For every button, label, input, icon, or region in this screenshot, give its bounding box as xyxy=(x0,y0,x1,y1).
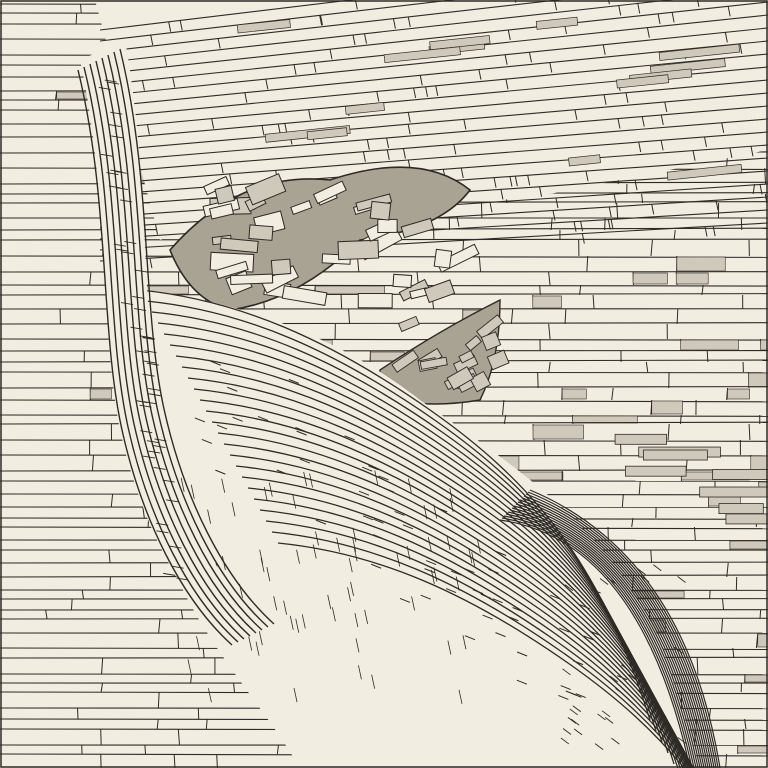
right-shaded-block xyxy=(643,450,707,460)
shaded-block xyxy=(728,389,750,399)
shaded-block xyxy=(633,273,667,284)
rubble-block xyxy=(370,201,391,220)
shaded-block xyxy=(681,340,739,350)
strata-joint xyxy=(697,658,698,674)
shaded-block xyxy=(749,373,768,387)
shaded-block xyxy=(573,416,638,423)
shaded-block xyxy=(90,389,111,399)
strata-joint xyxy=(178,633,179,648)
shaded-block xyxy=(562,389,586,399)
strata-joint xyxy=(58,100,59,110)
shaded-block xyxy=(533,425,584,439)
shaded-block xyxy=(730,541,768,549)
shaded-block xyxy=(652,401,683,414)
shaded-block xyxy=(751,456,768,470)
rubble-block xyxy=(249,225,273,240)
strata-joint xyxy=(760,610,761,619)
strata-joint xyxy=(710,590,711,599)
shaded-block xyxy=(533,296,562,308)
rubble-block xyxy=(215,186,234,205)
shaded-block xyxy=(738,746,768,753)
right-shaded-block xyxy=(719,504,763,514)
rubble-block xyxy=(358,293,392,307)
shaded-block xyxy=(745,675,768,682)
shaded-block xyxy=(676,273,708,284)
right-shaded-block xyxy=(700,487,768,497)
right-shaded-block xyxy=(615,434,667,444)
right-shaded-block xyxy=(625,466,686,476)
rubble-block xyxy=(338,240,379,259)
right-shaded-block xyxy=(726,514,768,524)
shaded-block xyxy=(677,257,725,271)
right-shaded-block xyxy=(713,470,768,480)
strata-joint xyxy=(81,4,82,13)
strata-joint xyxy=(78,708,79,719)
strata-joint xyxy=(71,599,72,610)
strata-joint xyxy=(145,745,146,754)
rubble-block xyxy=(434,249,451,268)
rubble-block xyxy=(271,259,290,275)
strata-joint xyxy=(76,13,77,24)
strata-joint xyxy=(110,577,111,590)
rubble-block xyxy=(230,274,272,284)
rubble-block xyxy=(378,219,397,232)
rubble-block xyxy=(393,274,412,287)
strata-joint xyxy=(341,295,342,309)
